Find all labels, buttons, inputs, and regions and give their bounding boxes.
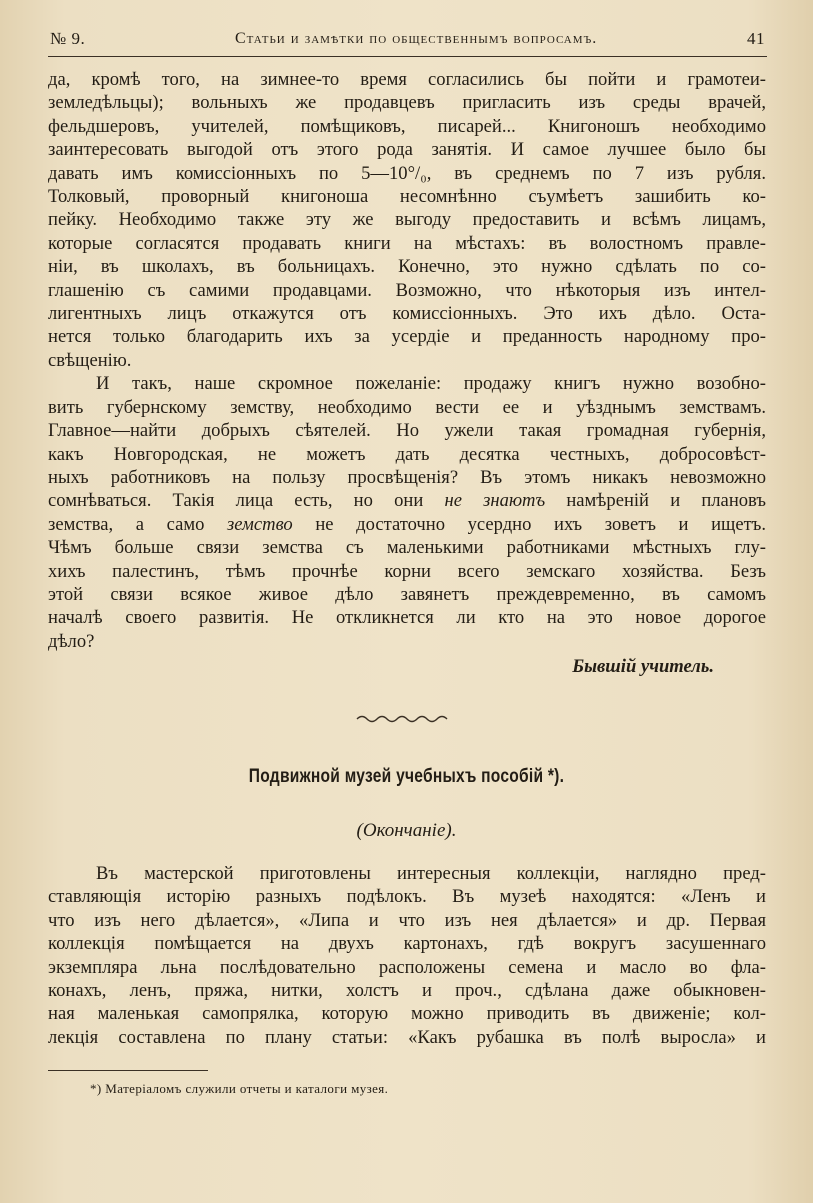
footnote-rule: [48, 1070, 208, 1071]
text-line: экземпляра льна послѣдовательно расположены семена и масло во фла-: [48, 956, 766, 978]
text-line: которые согласятся продавать книги на мѣстахъ: въ волостномъ правле-: [48, 232, 766, 254]
text-line: ставляющія исторію разныхъ подѣлокъ. Въ музеѣ находятся: «Ленъ и: [48, 886, 766, 908]
section-title: Подвижной музей учебныхъ пособій *).: [248, 766, 565, 787]
text-line: что изъ него дѣлается», «Липа и что изъ нея дѣлается» и др. Первая: [48, 909, 766, 931]
text-line: ныхъ работниковъ на пользу просвѣщенія? Въ этомъ никакъ невозможно: [48, 466, 766, 488]
text-line: Главное—найти добрыхъ сѣятелей. Но ужели такая громадная губернія,: [48, 420, 766, 442]
text-line: лекція составлена по плану статьи: «Какъ рубашка въ полѣ выросла» и: [48, 1026, 766, 1048]
issue-number: № 9.: [50, 29, 86, 48]
italic-word: земство: [227, 513, 293, 535]
text-line: этой связи всякое живое дѣло завянетъ преждевременно, въ самомъ: [48, 583, 766, 605]
text-line: пейку. Необходимо также эту же выгоду предоставить и всѣмъ лицамъ,: [48, 209, 766, 231]
text-line: хихъ палестинъ, тѣмъ прочнѣе корни всего земскаго хозяйства. Безъ: [48, 560, 766, 582]
text-line: свѣщенію.: [48, 349, 132, 371]
ornament-divider: [355, 712, 455, 726]
section-subtitle: (Окончаніе).: [356, 820, 457, 841]
signature: Бывшій учитель.: [572, 656, 714, 678]
text-line: И такъ, наше скромное пожеланіе: продажу книгъ нужно возобно-: [96, 373, 766, 395]
text-line: ніи, въ школахъ, въ больницахъ. Конечно, это нужно сдѣлать по со-: [48, 256, 766, 278]
text-line: Въ мастерской приготовлены интересныя коллекціи, наглядно пред-: [96, 863, 766, 884]
text-fragment: не достаточно усердно ихъ зоветъ и ищетъ.: [315, 513, 766, 535]
text-line: глашенію съ самими продавцами. Возможно, что нѣкоторыя изъ интел-: [48, 279, 766, 301]
text-line: давать имъ комиссіонныхъ по 5—10°/₀, въ среднемъ по 7 изъ рубля.: [48, 162, 766, 184]
italic-phrase: не знаютъ: [444, 490, 546, 512]
text-line: да, кромѣ того, на зимнее-то время согласились бы пойти и грамотеи-: [48, 69, 766, 90]
text-fragment: сомнѣваться. Такія лица есть, но они: [48, 490, 424, 512]
text-line: Чѣмъ больше связи земства съ маленькими работниками мѣстныхъ глу-: [48, 537, 766, 559]
text-line: дѣло?: [48, 630, 95, 652]
text-line: фельдшеровъ, учителей, помѣщиковъ, писарей... Книгоношъ необходимо: [48, 115, 766, 137]
running-title: Статьи и замѣтки по общественнымъ вопросамъ.: [234, 30, 598, 47]
text-line: конахъ, ленъ, пряжа, нитки, холстъ и проч., сдѣлана даже обыкновен-: [48, 980, 766, 1002]
running-header: [50, 25, 765, 53]
page-number: 41: [746, 29, 765, 48]
text-line: [48, 489, 766, 512]
text-line: Толковый, проворный книгоноша несомнѣнно съумѣетъ зашибить ко-: [48, 186, 766, 208]
text-line: какъ Новгородская, не можетъ дать десятка честныхъ, добросовѣст-: [48, 443, 766, 465]
text-line: коллекція помѣщается на двухъ картонахъ, гдѣ вокругъ засушеннаго: [48, 933, 766, 955]
text-line: земледѣльцы); вольныхъ же продавцевъ пригласить изъ среды врачей,: [48, 92, 766, 114]
text-line: ная маленькая самопрялка, которую можно приводить въ движеніе; кол-: [48, 1003, 766, 1025]
text-line: заинтересовать выгодой отъ этого рода занятія. И самое лучшее было бы: [48, 139, 766, 161]
footnote: *) Матеріаломъ служили отчеты и каталоги музея.: [90, 1081, 389, 1096]
text-line: нется только благодарить ихъ за усердіе и преданность народному про-: [48, 326, 766, 348]
text-line: вить губернскому земству, необходимо вести ее и уѣзднымъ земствамъ.: [48, 396, 766, 418]
text-block-top: [48, 68, 766, 679]
text-line: [48, 513, 766, 536]
text-fragment: земства, а само: [48, 513, 205, 535]
text-line: лигентныхъ лицъ откажутся отъ комиссіонныхъ. Это ихъ дѣло. Оста-: [48, 303, 766, 325]
header-rule: [48, 56, 767, 57]
text-fragment: намѣреній и плановъ: [566, 490, 766, 512]
text-block-bottom: [48, 862, 766, 1049]
text-line: началѣ своего развитія. Не откликнется ли кто на это новое дорогое: [48, 607, 766, 629]
